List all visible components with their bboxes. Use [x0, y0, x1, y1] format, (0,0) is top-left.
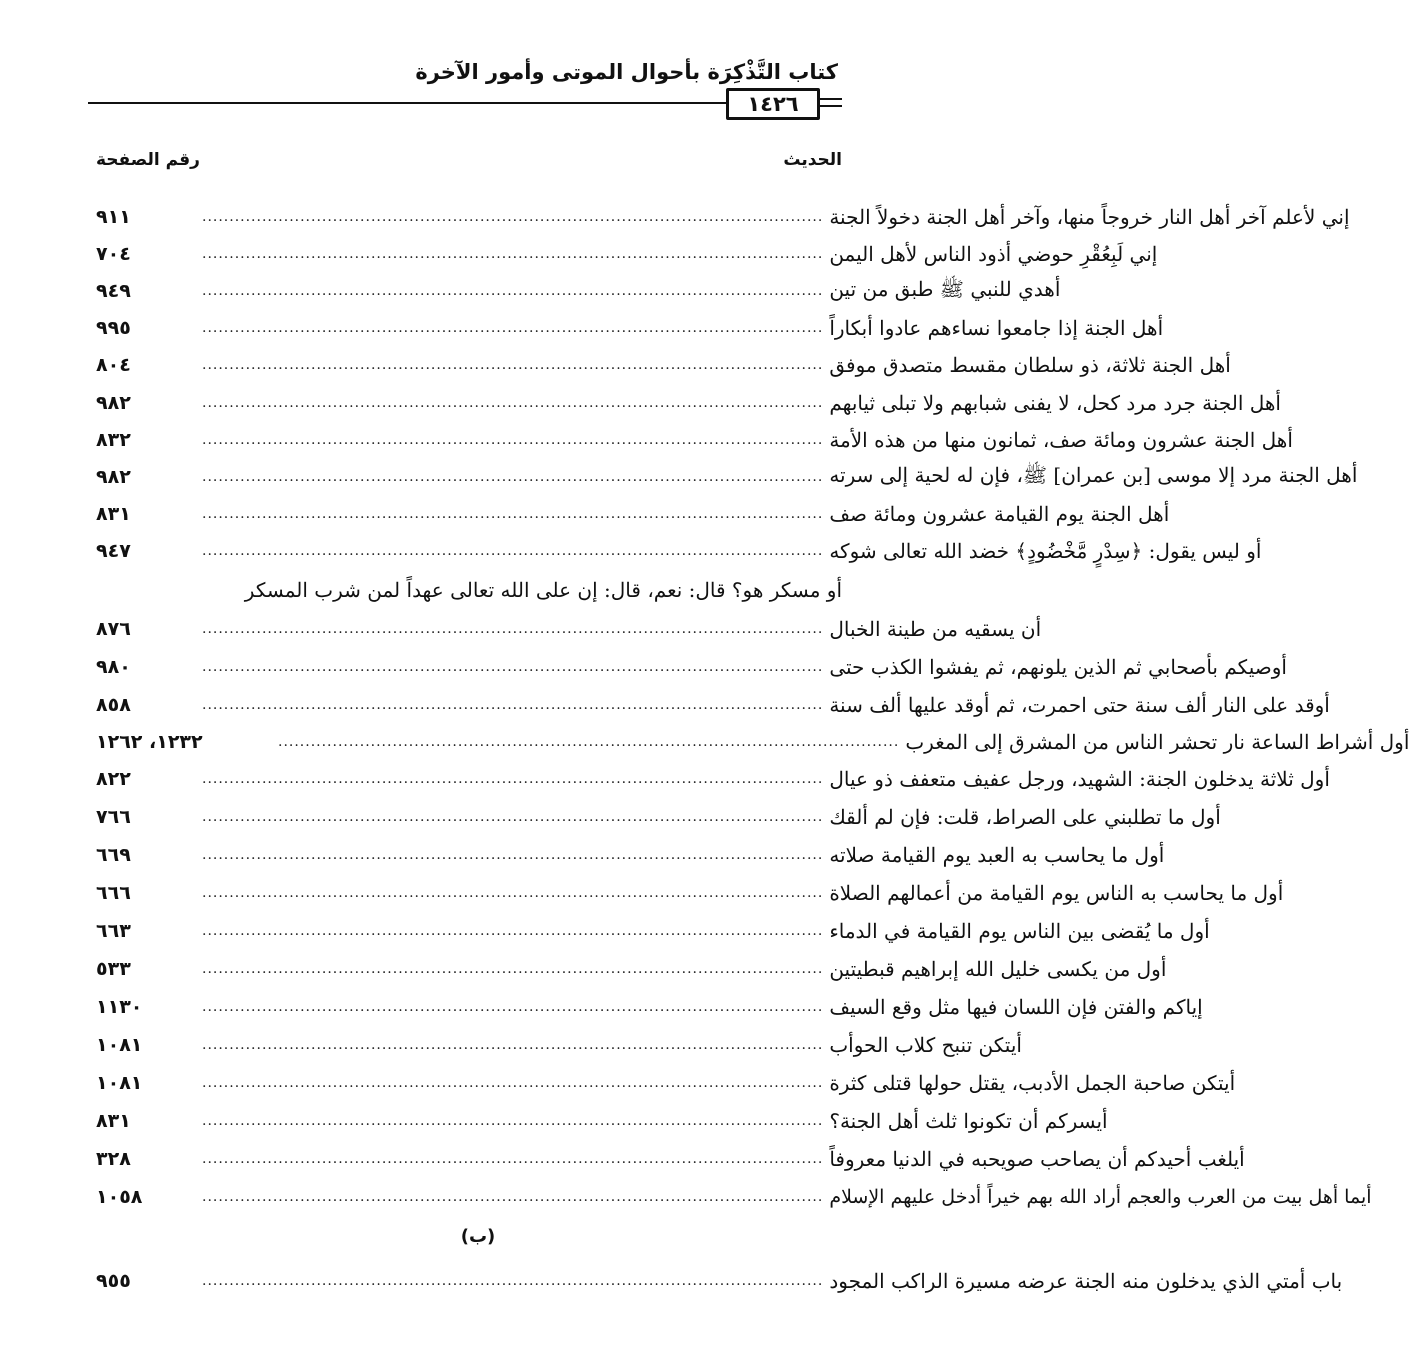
entry-page-number: ١١٣٠	[96, 996, 143, 1018]
entry-text: أول من يكسى خليل الله إبراهيم قبطيتين	[829, 957, 1167, 981]
column-header-hadith: الحديث	[783, 150, 842, 170]
entry-page-number: ٩١١	[96, 206, 131, 228]
entry-page-number: ٦٦٣	[96, 920, 131, 942]
dot-leader: ..................................................................................................................	[202, 543, 824, 559]
dot-leader: ..................................................................................................................	[202, 1075, 824, 1091]
entry-text: أهل الجنة يوم القيامة عشرون ومائة صف	[829, 502, 1170, 526]
index-entry	[96, 1264, 1343, 1298]
index-entry	[96, 1104, 1108, 1138]
entry-page-number: ١٢٣٢، ١٢٦٢	[96, 731, 203, 753]
index-entry	[96, 1180, 1372, 1214]
section-letter-heading: (ب)	[460, 1226, 496, 1247]
entry-page-number: ١٠٨١	[96, 1034, 143, 1056]
index-entry	[96, 237, 1158, 271]
entry-text: أيلغب أحيدكم أن يصاحب صويحبه في الدنيا معروفاً	[829, 1147, 1245, 1171]
dot-leader: ..................................................................................................................	[202, 283, 824, 299]
entry-text: أول ما تطلبني على الصراط، قلت: فإن لم ألقك	[829, 805, 1221, 829]
index-entry	[96, 1066, 1236, 1100]
index-entry	[96, 460, 1358, 494]
dot-leader: ..................................................................................................................	[202, 809, 824, 825]
index-entry	[96, 1028, 1022, 1062]
index-entry	[96, 914, 1210, 948]
dot-leader: ..................................................................................................................	[202, 923, 824, 939]
entry-page-number: ٨٥٨	[96, 694, 131, 716]
index-entry	[96, 423, 1293, 457]
entry-text: إياكم والفتن فإن اللسان فيها مثل وقع السيف	[829, 995, 1203, 1019]
index-entry	[96, 612, 1042, 646]
entry-page-number: ٩٨٠	[96, 656, 131, 678]
dot-leader: ..................................................................................................................	[202, 432, 824, 448]
index-entry	[96, 497, 1170, 531]
entry-text: أو ليس يقول: ﴿سِدْرٍ مَّخْضُودٍ﴾ خضد الله تعالى شوكه	[829, 539, 1262, 563]
index-entry	[96, 534, 1262, 568]
index-entry	[96, 952, 1167, 986]
dot-leader: ..................................................................................................................	[202, 1273, 824, 1289]
entry-text: أهل الجنة مرد إلا موسى [بن عمران] ﷺ، فإن له لحية إلى سرته	[829, 462, 1358, 487]
entry-page-number: ٥٣٣	[96, 958, 131, 980]
entry-page-number: ٨٠٤	[96, 354, 131, 376]
entry-text: أول ما يحاسب به العبد يوم القيامة صلاته	[829, 843, 1165, 867]
dot-leader: ..................................................................................................................	[202, 506, 824, 522]
index-entry	[96, 1142, 1245, 1176]
dot-leader: ..................................................................................................................	[202, 771, 824, 787]
dot-leader: ..................................................................................................................	[202, 357, 824, 373]
index-entry	[96, 725, 1409, 759]
entry-page-number: ٩٨٢	[96, 392, 131, 414]
dot-leader: ..................................................................................................................	[202, 885, 824, 901]
dot-leader: ..................................................................................................................	[202, 847, 824, 863]
entry-text: أول أشراط الساعة نار تحشر الناس من المشرق إلى المغرب	[905, 730, 1409, 754]
running-title: كتاب التَّذْكِرَة بأحوال الموتى وأمور الآخرة	[415, 60, 838, 84]
dot-leader: ..................................................................................................................	[202, 999, 824, 1015]
entry-text: باب أمتي الذي يدخلون منه الجنة عرضه مسيرة الراكب المجود	[829, 1269, 1343, 1293]
index-entry	[96, 348, 1231, 382]
entry-page-number: ٩٤٧	[96, 540, 131, 562]
entry-text: أهل الجنة إذا جامعوا نساءهم عادوا أبكاراً	[829, 316, 1164, 340]
dot-leader: ..................................................................................................................	[202, 697, 824, 713]
entry-page-number: ٨٣١	[96, 1110, 131, 1132]
entry-page-number: ٨٣٢	[96, 429, 131, 451]
dot-leader: ..................................................................................................................	[202, 961, 824, 977]
column-header-page-number: رقم الصفحة	[96, 150, 200, 170]
entry-text: أهل الجنة جرد مرد كحل، لا يفنى شبابهم ولا تبلى ثيابهم	[829, 391, 1281, 415]
entry-text: أيسركم أن تكونوا ثلث أهل الجنة؟	[829, 1109, 1108, 1133]
entry-text: أيتكن صاحبة الجمل الأدبب، يقتل حولها قتلى كثرة	[829, 1071, 1236, 1095]
index-entry	[96, 876, 1284, 910]
entry-text: أن يسقيه من طينة الخبال	[829, 617, 1042, 641]
index-entry	[96, 274, 1061, 308]
entry-page-number: ٣٢٨	[96, 1148, 131, 1170]
entry-page-number: ٩٩٥	[96, 317, 131, 339]
index-entry	[96, 386, 1281, 420]
entry-text: إني لأعلم آخر أهل النار خروجاً منها، وآخر أهل الجنة دخولاً الجنة	[829, 205, 1350, 229]
dot-leader: ..................................................................................................................	[202, 1189, 824, 1205]
dot-leader: ..................................................................................................................	[202, 659, 824, 675]
entry-text: أهدي للنبي ﷺ طبق من تين	[829, 276, 1061, 301]
dot-leader: ..................................................................................................................	[202, 320, 824, 336]
index-entry	[96, 762, 1330, 796]
entry-page-number: ١٠٥٨	[96, 1186, 143, 1208]
dot-leader: ..................................................................................................................	[202, 246, 824, 262]
dot-leader: ..................................................................................................................	[202, 621, 824, 637]
dot-leader: ..................................................................................................................	[202, 209, 824, 225]
entry-text: أول ثلاثة يدخلون الجنة: الشهيد، ورجل عفيف متعفف ذو عيال	[829, 767, 1330, 791]
entry-page-number: ٦٦٦	[96, 882, 131, 904]
entry-text: أيتكن تنبح كلاب الحوأب	[829, 1033, 1022, 1057]
dot-leader: ..................................................................................................................	[202, 469, 824, 485]
dot-leader: ..................................................................................................................	[278, 734, 900, 750]
dot-leader: ..................................................................................................................	[202, 1151, 824, 1167]
entry-text: أوصيكم بأصحابي ثم الذين يلونهم، ثم يفشوا الكذب حتى	[829, 655, 1287, 679]
dot-leader: ..................................................................................................................	[202, 1113, 824, 1129]
index-entry	[96, 200, 1350, 234]
entry-page-number: ٨٧٦	[96, 618, 131, 640]
entry-page-number: ٩٨٢	[96, 466, 131, 488]
entry-text: أول ما يُقضى بين الناس يوم القيامة في الدماء	[829, 919, 1210, 943]
entry-page-number: ٨٣١	[96, 503, 131, 525]
entry-page-number: ١٠٨١	[96, 1072, 143, 1094]
index-entry	[96, 650, 1287, 684]
entry-page-number: ٨٢٢	[96, 768, 131, 790]
dot-leader: ..................................................................................................................	[202, 1037, 824, 1053]
entry-page-number: ٩٤٩	[96, 280, 131, 302]
index-entry	[96, 990, 1203, 1024]
index-entry	[96, 688, 1330, 722]
index-entry	[96, 838, 1165, 872]
index-entry	[96, 311, 1164, 345]
index-entry	[96, 800, 1221, 834]
entry-page-number: ٦٦٩	[96, 844, 131, 866]
entry-text: أول ما يحاسب به الناس يوم القيامة من أعمالهم الصلاة	[829, 881, 1284, 905]
dot-leader: ..................................................................................................................	[202, 395, 824, 411]
entry-page-number: ٧٦٦	[96, 806, 131, 828]
entry-text: أهل الجنة ثلاثة، ذو سلطان مقسط متصدق موفق	[829, 353, 1231, 377]
page-number: ١٤٢٦	[726, 88, 820, 120]
index-entry-first-line: أو مسكر هو؟ قال: نعم، قال: إن على الله تعالى عهداً لمن شرب المسكر	[244, 578, 842, 602]
entry-page-number: ٧٠٤	[96, 243, 131, 265]
entry-text: إني لَبِعُقْرِ حوضي أذود الناس لأهل اليمن	[829, 242, 1158, 266]
entry-text: أوقد على النار ألف سنة حتى احمرت، ثم أوقد عليها ألف سنة	[829, 693, 1330, 717]
entry-page-number: ٩٥٥	[96, 1270, 131, 1292]
entry-text: أيما أهل بيت من العرب والعجم أراد الله بهم خيراً أدخل عليهم الإسلام	[829, 1186, 1372, 1208]
entry-text: أهل الجنة عشرون ومائة صف، ثمانون منها من هذه الأمة	[829, 428, 1293, 452]
